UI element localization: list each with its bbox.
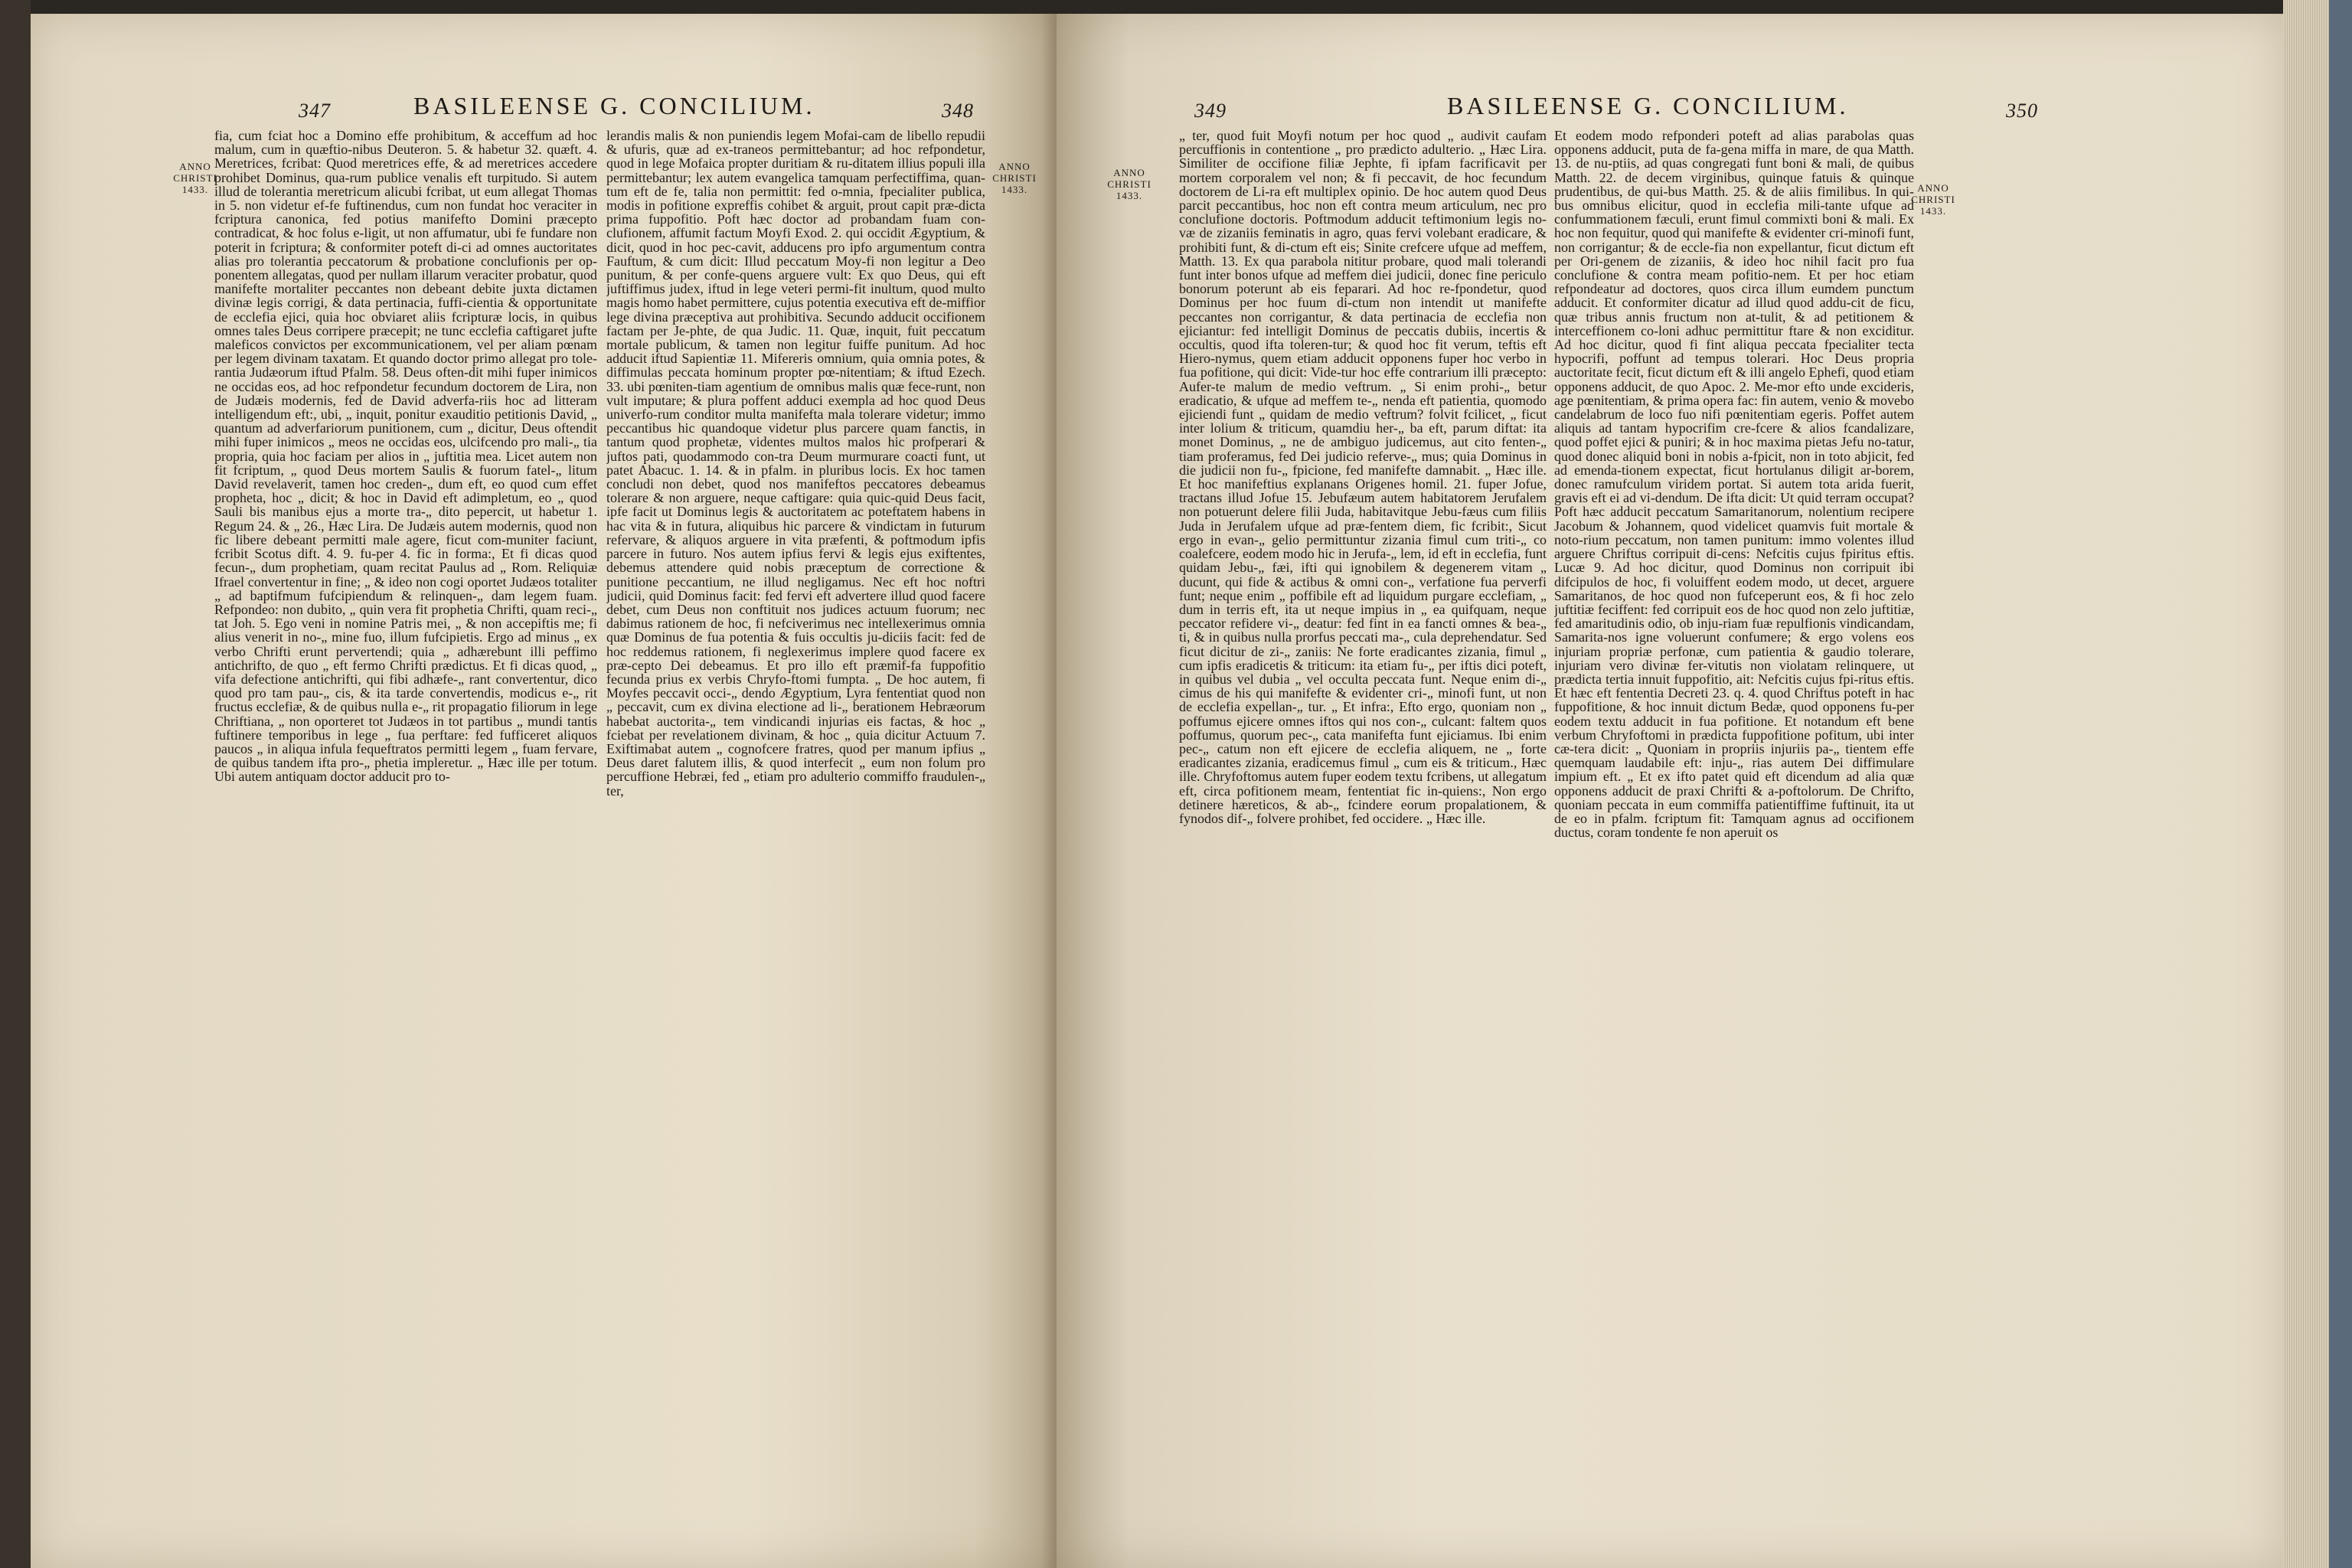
year-label: 1433. (181, 184, 209, 195)
left-page-column-b (606, 129, 985, 1507)
year-label: 1433. (1919, 205, 1947, 217)
christi-label: CHRISTI (992, 172, 1037, 184)
year-label: 1433. (1116, 190, 1143, 201)
christi-label: CHRISTI (173, 172, 217, 184)
christi-label: CHRISTI (1911, 194, 1955, 205)
text-column: Et eodem modo refponderi poteft ad alias parabolas quas opponens adducit, puta de fa-gena miffa in mare, de qua Matth. 13. de nu-ptiis, ad quas congregati funt boni & mali, de quibus Matth. 22. de decem virginibus, quinque fatuis & quinque prudentibus, de qui-bus Matth. 25. & de aliis fimilibus. In qui-bus omnibus elicitur, quod in ecclefia mili-tante ufque ad confummationem fæculi, erunt fimul commixti boni & mali. Ex hoc non fequitur, quod qui manifefte & evidenter cri-minofi funt, non corrigantur; & de eccle-fia non expellantur, ficut dictum eft per Ori-genem de zizaniis, & ideo hoc nihil facit pro fua conclufione & contra meam pofitio-nem. Et per hoc etiam refpondeatur ad doctores, quos circa illum eumdem punctum adducit. Et conformiter dicatur ad illud quod addu-cit de ficu, quæ tribus annis fructum non at-tulit, & ad petitionem & interceffionem co-loni adhuc permittitur ftare & non exciditur. Ad hoc dicitur, quod fi fint aliqua peccata fpecialiter tecta hypocrifi, poffunt ad tempus tolerari. Hoc Deus propria auctoritate fecit, ficut dictum eft & illi angelo Ephefi, quod etiam opponens adducit, de quo Apoc. 2. Me-mor efto unde excideris, age pœnitentiam, & prima opera fac: fin autem, venio & movebo candelabrum de loco fuo nifi pœnitentiam egeris. Poffet autem aliquis ad tantam hypocrifim cre-fcere & alios fcandalizare, quod poffet ejici & puniri; & in hoc maxima pietas Jefu no-tatur, quod donec aliquid boni in nobis a-fpicit, non in toto abjicit, fed ad emenda-tionem expectat, ficut hortulanus diligit ar-borem, donec ramufculum viridem portat. Si autem tota arida fuerit, gravis eft ei ad vi-dendum. De ifta dicit: Ut quid terram occupat? Poft hæc adducit peccatum Samaritanorum, nolentium recipere Jacobum & Johannem, quod videlicet quamvis fuit mortale & noto-rium peccatum, non tamen punitum: immo volentes illud arguere Chriftus corripuit di-cens: Nefcitis cujus fpiritus eftis. Lucæ 9. Ad hoc dicitur, quod Dominus non corripuit ibi difcipulos de hoc, fi voluiffent eodem modo, ut decet, arguere Samaritanos, de hoc quod non fufceperunt eos, & fi hoc zelo juftitiæ feciffent: fed corripuit eos de hoc quod non zelo juftitiæ, fed amaritudinis odio, ob inju-riam fuæ repulfionis vindicandam, Samarita-nos igne voluerunt confumere; & ergo volens eos injuriam propriæ perfonæ, cum patientia & gaudio tolerare, injuriam vero divinæ fer-vitutis non violatam relinquere, ut prædicta tertia innuit fuppofitio, ait: Nefcitis cujus fpi-ritus eftis. Et hæc eft fententia Decreti 23. q. 4. quod Chriftus poteft in hac fuppofitione, & hoc innuit dictum Bedæ, quod opponens fu-per eodem textu adducit in fua pofitione. Et notandum eft bene verbum Chryfoftomi in prædicta fuppofitione pofitum, ubi inter cæ-tera dicit: „ Quoniam in propriis injuriis pa-„ tientem effe quemquam laudabile eft: inju-„ rias autem Dei diffimulare impium eft. „ Et ex ifto patet quid eft dicendum ad alia quæ opponens adducit de praxi Chrifti & a-poftolorum. De Chrifto, quoniam peccata in eum commiffa patientiffime fuftinuit, ita ut de eo in pfalm. fcriptum fit: Tamquam agnus ad occifionem ductus, coram tondente fe non aperuit os (1554, 129, 1914, 841)
left-page (31, 14, 1057, 1568)
page-number-347: 347 (299, 100, 331, 122)
page-number-349: 349 (1194, 100, 1227, 122)
anno-label: ANNO (998, 161, 1031, 172)
left-page-column-a (214, 129, 597, 1507)
year-label: 1433. (1001, 184, 1028, 195)
right-page-column-a (1179, 129, 1547, 1507)
marginal-year-note-right (1906, 182, 1960, 217)
page-number-350: 350 (2006, 100, 2038, 122)
text-column: lerandis malis & non puniendis legem Mofai-cam de libello repudii & ufuris, quæ ad ex-traneos permittebantur; ad hoc refpondetur, quod in lege Mofaica propter duritiam & ru-ditatem illius populi illa permittebantur; lex autem evangelica tamquam perfectiffima, quan-tum eft de fe, talia non permittit: fed o-mnia, fpecialiter publica, modis in pofitione expreffis cohibet & arguit, prout capit præ-dicta prima fuppofitio. Poft hæc doctor ad probandam fuam con-clufionem, affumit factum Moyfi Exod. 2. qui occidit Ægyptium, & dicit, quod in hoc pec-cavit, adducens pro ipfo argumentum contra Fauftum, & cum dicit: Illud peccatum Moy-fi non legitur a Deo punitum, & per confe-quens arguere vult: Ex quo Deus, qui eft juftiffimus judex, iftud in lege veteri permi-fit inultum, quod multo magis homo habet permittere, cujus potentia executiva eft de-miffior lege divina præceptiva aut prohibitiva. Secundo adducit occifionem factam per Je-phte, de qua Judic. 11. Quæ, inquit, fuit peccatum mortale publicum, & tamen non legitur fuiffe punitum. Ad hoc adducit iftud Sapientiæ 11. Mifereris omnium, quia omnia potes, & diffimulas peccata hominum propter pœ-nitentiam; & iftud Ezech. 33. ubi pœniten-tiam agentium de omnibus malis quæ fece-runt, non vult imputare; & plura poffent adduci exempla ad hoc quod Deus univerfo-rum conditor multa manifefta mala tolerare videtur; immo peccantibus hic quandoque videtur plus parcere quam fanctis, in tantum quod prophetæ, videntes multos malos hic profperari & juftos pati, quodammodo con-tra Deum murmurare coacti funt, ut patet Abacuc. 1. 14. & in pfalm. in pluribus locis. Ex hoc tamen concludi non debet, quod nos manifeftos peccatores debeamus tolerare & non arguere, neque caftigare: quia quic-quid Deus facit, ipfe facit ut Dominus legis & auctoritatem ac poteftatem habens in hac vita & in futura, aliquibus hic parcere & vindictam in futurum refervare, & aliquos arguere in vita præfenti, & poftmodum ipfis parcere in futuro. Nos autem ipfius fervi & legis ejus exiftentes, debemus attendere quid nobis præceptum de correctione & punitione peccantium, ne illud negligamus. Nec eft hoc noftri judicii, quid Dominus facit: fed fervi eft advertere illud quod facere debet, cum Deus non conftituit nos judices actuum fuorum; nec dabimus rationem de hoc, fi nefciverimus nec intellexerimus omnia quæ Dominus de fua potentia & fuis occultis ju-diciis facit: fed de hoc reddemus rationem, fi neglexerimus implere quod facere ex præ-cepto Dei debeamus. Et pro illo eft præmif-fa fuppofitio fecunda prius ex verbis Chryfo-ftomi fumpta. „ De hoc autem, fi Moyfes peccavit occi-„ dendo Ægyptium, Lyra fententiat quod non „ peccavit, cum ex divina electione ad li-„ berationem Hebræorum habebat auctorita-„ tem vindicandi injurias eis factas, & hoc „ fciebat per revelationem divinam, & hoc „ quia dicitur Actuum 7. Exiftimabat autem „ cognofcere fratres, quod per manum ipfius „ Deus daret falutem illis, & quod interfecit „ eum non folum pro percuffione Hebræi, fed „ etiam pro adulterio commiffo fraudulen-„ ter, (606, 129, 985, 799)
anno-label: ANNO (1917, 182, 1949, 194)
marginal-year-note-left (1102, 167, 1156, 201)
running-title: BASILEENSE G. CONCILIUM. (413, 92, 815, 119)
right-page-column-b (1554, 129, 1914, 1507)
anno-label: ANNO (1113, 167, 1145, 178)
marginal-year-note-right (988, 161, 1041, 195)
book-cover-edge (2329, 0, 2352, 1568)
text-column: „ ter, quod fuit Moyfi notum per hoc quod „ audivit caufam percuffionis in contentione „ pro prædicto adulterio. „ Hæc Lira. Similiter de occifione filiæ Jephte, fi ipfam facrificavit per mortem corporalem vel non; & fi peccavit, de hoc fecundum doctorem de Li-ra eft multiplex opinio. De hoc autem quod Deus parcit peccantibus, hoc non eft contra meum articulum, nec pro conclufione doctoris. Poftmodum adducit teftimonium legis no-væ de zizaniis feminatis in agro, quas fervi volebant eradicare, & prohibiti funt, & di-ctum eft eis; Sinite crefcere ufque ad meffem, Matth. 13. Ex qua parabola nititur probare, quod mali tolerandi funt inter bonos ufque ad meffem diei judicii, donec fine periculo bonorum poterunt ab eis feparari. Ad hoc re-fpondetur, quod Dominus per hoc fuum di-ctum non intendit ut manifefte peccantes non corrigantur, & data pertinacia de ecclefia non ejiciantur: fed intelligit Dominus de peccatis dubiis, incertis & occultis, quod ifta toleren-tur; & quod hoc fit verum, teftis eft Hiero-nymus, quem etiam adducit opponens fuper hoc verbo in fua pofitione, qui dicit: Vide-tur hoc effe contrarium illi præcepto: Aufer-te malum de medio veftrum. „ Si enim prohi-„ betur eradicatio, & ufque ad meffem te-„ nenda eft patientia, quomodo ejiciendi funt „ quidam de medio veftrum? folvit fcilicet, „ ficut inter lolium & triticum, quamdiu her-„ ba eft, parum diftat: ita monet Dominus, „ ne de ambiguo judicemus, aut cito fenten-„ tiam proferamus, fed Dei judicio referve-„ mus; quia Dominus in die judicii non fu-„ fpicione, fed manifefte damnabit. „ Hæc ille. Et hoc manifeftius explanans Origenes homil. 21. fuper Jofue, tractans illud Jofue 15. Jebufæum autem habitatorem Jerufalem non potuerunt delere filii Juda, habitavitque Jebu-fæus cum filiis Juda in Jerufalem ufque ad præ-fentem diem, fic fcribit:, Sicut ergo in evan-„ gelio permittuntur zizania fimul cum triti-„ co coalefcere, eodem modo hic in Jerufa-„ lem, id eft in ecclefia, funt quidam Jebu-„ fæi, ifti qui ignobilem & degenerem vitam „ ducunt, qui fide & actibus & omni con-„ verfatione fua perverfi funt; neque enim „ poffibile eft ad liquidum purgare ecclefiam, „ dum in terris eft, ita ut neque impius in „ ea quifquam, neque peccator refidere vi-„ deatur: fed fint in ea fancti omnes & bea-„ ti, & in quibus nulla prorfus peccati ma-„ cula deprehendatur. Sed ficut dicitur de zi-„ zaniis: Ne forte eradicantes zizania, fimul „ cum ipfis eradicetis & triticum: ita etiam fu-„ per iftis dici poteft, in quibus vel dubia „ vel occulta peccata funt. Neque enim di-„ cimus de his qui manifefte & evidenter cri-„ minofi funt, ut non de ecclefia expellan-„ tur. „ Et infra:, Efto ergo, quoniam non „ poffumus ejicere omnes iftos qui nos con-„ culcant: faltem quos poffumus, quorum pec-„ cata manifefta funt ejiciamus. Ibi enim pec-„ catum non eft ejicere de ecclefia aliquem, ne „ forte eradicantes zizania, eradicemus fimul „ cum eis & triticum., Hæc ille. Chryfoftomus autem fuper eodem textu fcribens, ut allegatum eft, circa pofitionem meam, fententiat fic in-quiens:, Non ergo detinere hæreticos, & ab-„ fcindere eorum propalationem, & fynodos dif-„ folvere prohibet, fed occidere. „ Hæc ille. (1179, 129, 1547, 826)
page-number-348: 348 (942, 100, 974, 122)
running-title: BASILEENSE G. CONCILIUM. (1447, 92, 1849, 119)
anno-label: ANNO (179, 161, 211, 172)
page-edges (2283, 0, 2352, 1568)
right-page (1057, 14, 2283, 1568)
text-column: fia, cum fciat hoc a Domino effe prohibitum, & acceffum ad hoc malum, cum in quæftio-nibus Deuteron. 5. & habetur 32. quæft. 4. Meretrices, fcribat: Quod meretrices effe, & ad meretrices accedere prohibet Dominus, qua-rum publice venalis eft turpitudo. Si autem illud de tolerantia meretricum alicubi fcribat, ut eum allegat Thomas in 5. non videtur ef-fe fuftinendus, cum non fundat hoc veraciter in fcriptura canonica, fed potius manifefto Domini præcepto contradicat, & hoc folus e-ligit, ut non affumatur, ubi fe fundare non poterit in fcriptura; & conformiter poteft di-ci ad omnes auctoritates alias pro tolerantia peccatorum & probatione conclufionis per op-ponentem allegatas, quod per nullam illarum veraciter probatur, quod manifefte mortaliter peccantes non debeant debite juxta dictamen divinæ legis corrigi, & data pertinacia, fuffi-cientia & opportunitate de ecclefia ejici, quia hoc obviaret aliis fcripturæ locis, in quibus omnes tales Deus corripere præcepit; ne tunc ecclefia caftigaret jufte maleficos convictos per excommunicationem, vel per aliam pœnam per legem divinam taxatam. Et quando doctor primo allegat pro tole-rantia Judæorum iftud Pfalm. 58. Deus often-dit mihi fuper inimicos ne occidas eos, ad hoc refpondetur fecundum doctorem de Lira, non de Judæis modernis, fed de David adverfa-riis hoc ad litteram intelligendum eft:, ubi, „ inquit, ponitur exauditio petitionis David, „ quantum ad adverfariorum punitionem, cum „ dicitur, Deus oftendit mihi fuper inimicos „ meos ne occidas eos, ulcifcendo pro mali-„ tia propria, quia hoc faciam per alios in „ juftitia mea. Licet autem non fit fcriptum, „ quod Deus mortem Saulis & fuorum fatel-„ litum David revelaverit, tamen hoc creden-„ dum eft, eo quod cum effet propheta, hoc „ dicit; & hoc in David eft adimpletum, eo „ quod Sauli bis manibus ejus a morte tra-„ dito pepercit, ut habetur 1. Regum 24. & „ 26., Hæc Lira. De Judæis autem modernis, quod non fic libere debeant permitti male agere, ficut com-muniter faciunt, fcribit Scotus dift. 4. 9. fu-per 4. fic in forma:, Et fi dicas quod fecun-„ dum prophetiam, quam recitat Paulus ad „ Rom. Reliquiæ Ifrael convertentur in fine; „ & ideo non cogi oportet Judæos totaliter „ ad baptifmum fufcipiendum & relinquen-„ dam legem fuam. Refpondeo: non dubito, „ quin vera fit prophetia Chrifti, quam reci-„ tat Joh. 5. Ego veni in nomine Patris mei, „ & non accepiftis me; fi alius venerit in no-„ mine fuo, illum fufcipietis. Ergo ad minus „ ex verbo Chrifti erunt pervertendi; quia „ adhærebunt illi peffimo antichrifto, de quo „ eft fermo Chrifti prædictus. Et fi dicas quod, „ vifa defectione antichrifti, qui fibi adhæfe-„ rant convertentur, dico quod pro tam pau-„ cis, & ita tarde convertendis, modicus e-„ rit fructus ecclefiæ, & de quibus nulla e-„ rit propagatio filiorum in lege Chriftiana, „ non oporteret tot Judæos in tot partibus „ mundi tantis fuftinere temporibus in lege „ fua perftare: fed fufficeret aliquos paucos „ in aliqua infula fequeftratos permitti legem „ fuam fervare, de quibus tandem ifta pro-„ phetia impleretur. „ Hæc ille per totum. Ubi autem antiquam doctor adducit pro to- (214, 129, 597, 785)
christi-label: CHRISTI (1107, 178, 1152, 190)
